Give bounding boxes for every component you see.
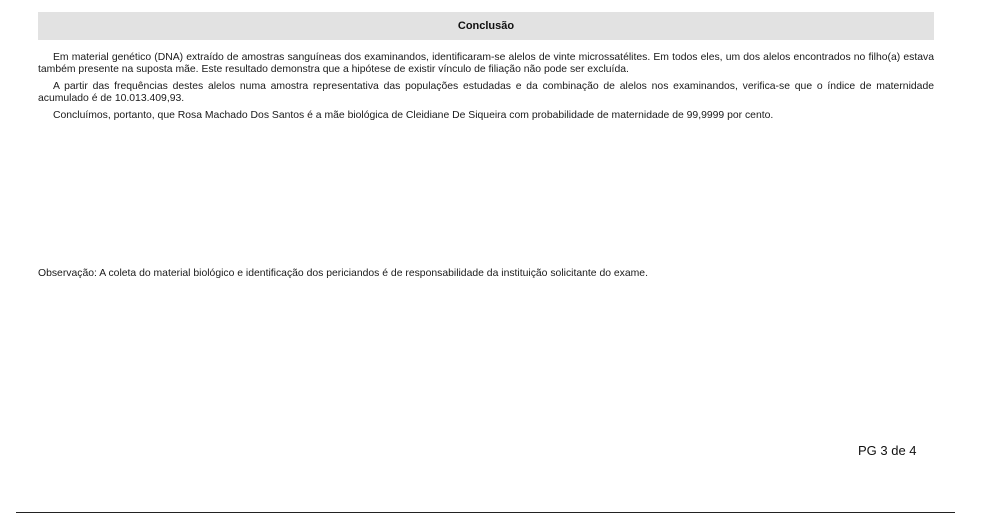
section-title: Conclusão — [457, 20, 515, 32]
conclusion-section-header — [38, 12, 934, 40]
conclusion-paragraph-final: Concluímos, portanto, que Rosa Machado Dos Santos é a mãe biológica de Cleidiane De Siqueira com probabilidade de maternidade de 99,9999 por cento. — [53, 110, 774, 121]
conclusion-body — [38, 52, 934, 127]
conclusion-paragraph-dna: Em material genético (DNA) extraído de amostras sanguíneas dos examinandos, identificaram-se alelos de vinte microssatélites. Em todos eles, um dos alelos encontrados no filho(a) estava também presente na suposta mãe. Este resultado demonstra que a hipótese de existir vínculo de filiação não pode ser excluída. — [38, 52, 934, 75]
page-number: PG 3 de 4 — [858, 443, 917, 458]
conclusion-paragraph-index: A partir das frequências destes alelos numa amostra representativa das populações estudadas e da combinação de alelos nos examinandos, verifica-se que o índice de maternidade acumulado é de 10.013.409,93. — [38, 81, 934, 104]
footer-divider — [16, 512, 955, 513]
observation-note: Observação: A coleta do material biológico e identificação dos periciandos é de responsabilidade da instituição solicitante do exame. — [38, 268, 648, 279]
